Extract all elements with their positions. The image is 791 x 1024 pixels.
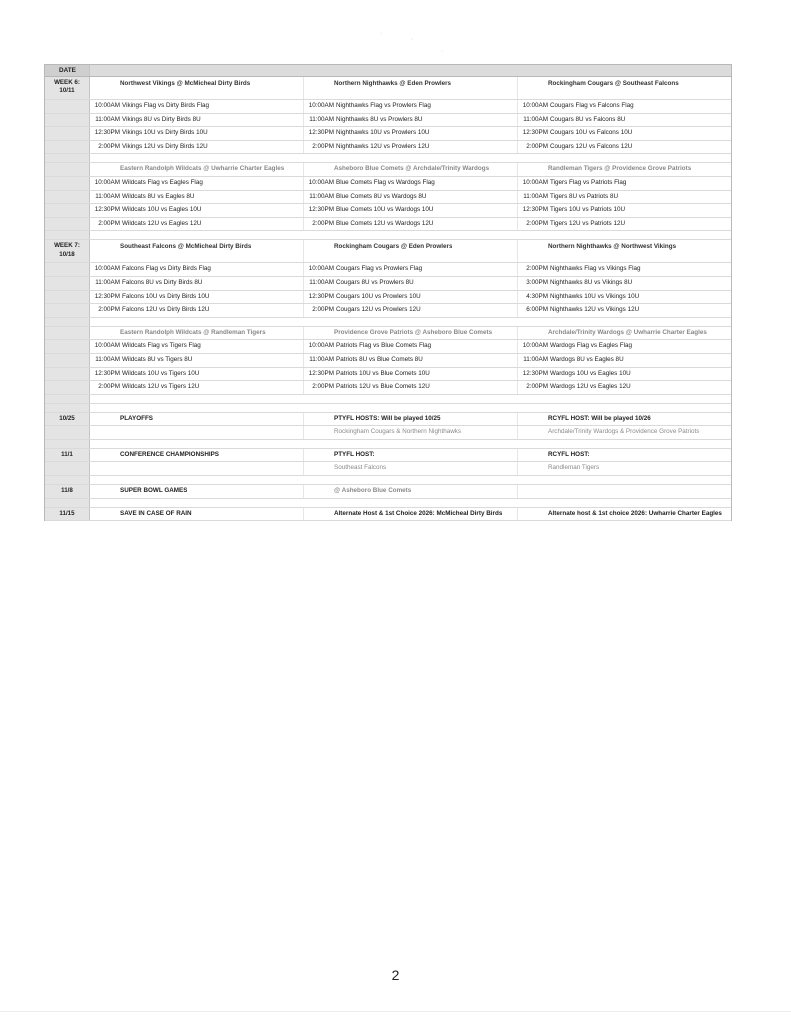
postseason-column (90, 413, 304, 426)
game-row (45, 291, 731, 305)
game-time: 10:00AM (308, 265, 334, 273)
game-row (45, 304, 731, 318)
postseason-column (90, 485, 304, 498)
game-time: 10:00AM (522, 102, 548, 109)
game-row (45, 141, 731, 155)
postseason-text: CONFERENCE CHAMPIONSHIPS (120, 450, 220, 458)
game-row (45, 114, 731, 128)
week-date: 10/11 (59, 87, 75, 95)
page-edge (0, 1011, 791, 1012)
postseason-column (518, 426, 731, 439)
date-cell (45, 204, 90, 217)
game-matchup: Nighthawks Flag vs Prowlers Flag (336, 102, 431, 109)
postseason-text (518, 485, 548, 498)
game-time: 11:00AM (309, 115, 334, 123)
postseason-column (518, 413, 731, 426)
game-matchup: Blue Comets 10U vs Wardogs 10U (336, 206, 434, 214)
postseason-text: SAVE IN CASE OF RAIN (120, 509, 192, 517)
week-header-row (45, 77, 731, 100)
game-column (518, 191, 731, 204)
date-cell (45, 318, 90, 326)
game-time: 11:00AM (95, 278, 120, 286)
postseason-text: Randleman Tigers (548, 464, 600, 472)
matchup-header: Southeast Falcons @ McMicheal Dirty Birds (120, 243, 252, 251)
game-matchup: Falcons 12U vs Dirty Birds 12U (122, 306, 210, 314)
postseason-column (518, 508, 731, 521)
postseason-column (90, 426, 304, 439)
spacer-row (45, 476, 731, 485)
date-cell (45, 141, 90, 154)
week-name: WEEK 7: (54, 242, 80, 250)
game-row (45, 100, 731, 114)
postseason-row (45, 462, 731, 476)
spacer-row (45, 231, 731, 240)
date-cell (45, 404, 90, 412)
game-column (304, 127, 518, 140)
game-column (518, 218, 731, 231)
game-column (518, 354, 731, 367)
game-time: 2:00PM (312, 383, 334, 391)
date-cell (45, 127, 90, 140)
game-matchup: Patriots Flag vs Blue Comets Flag (336, 342, 432, 350)
game-matchup: Cougars 12U vs Falcons 12U (550, 142, 633, 150)
matchup-column (304, 327, 518, 340)
matchup-column (518, 240, 731, 262)
game-column (90, 263, 304, 276)
postseason-text: PTYFL HOST: (334, 450, 375, 458)
postseason-date (45, 426, 90, 439)
game-column (304, 340, 518, 353)
matchup-header: Rockingham Cougars @ Eden Prowlers (334, 243, 453, 251)
game-matchup: Tigers 10U vs Patriots 10U (550, 206, 626, 214)
postseason-text: RCYFL HOST: Will be played 10/26 (548, 414, 651, 422)
date-cell (45, 263, 90, 276)
date-cell (45, 304, 90, 317)
game-matchup: Wildcats 8U vs Eagles 8U (122, 192, 195, 200)
postseason-row (45, 485, 731, 499)
game-column (90, 304, 304, 317)
date-cell (45, 191, 90, 204)
date-cell (45, 395, 90, 403)
matchup-column (90, 77, 304, 99)
matchup-column (304, 240, 518, 262)
game-row (45, 191, 731, 205)
postseason-text: @ Asheboro Blue Comets (334, 487, 412, 495)
matchup-header: Eastern Randolph Wildcats @ Uwharrie Charter Eagles (120, 165, 285, 173)
postseason-text: PTYFL HOSTS: Will be played 10/25 (334, 414, 441, 422)
game-column (304, 218, 518, 231)
page-number: 2 (391, 967, 400, 983)
game-matchup: Wardogs Flag vs Eagles Flag (550, 342, 633, 350)
game-column (518, 304, 731, 317)
game-column (90, 141, 304, 154)
scan-artifact: · (411, 36, 414, 43)
game-row (45, 277, 731, 291)
game-time: 12:30PM (308, 292, 334, 300)
week-label (45, 163, 90, 176)
game-column (518, 368, 731, 381)
game-time: 12:30PM (308, 129, 334, 137)
postseason-column (304, 449, 518, 462)
game-time: 2:00PM (526, 265, 548, 273)
postseason-column (518, 462, 731, 475)
date-cell (45, 231, 90, 239)
game-time: 12:30PM (522, 369, 548, 377)
game-column (90, 127, 304, 140)
game-column (304, 354, 518, 367)
postseason-row (45, 426, 731, 440)
postseason-text (90, 426, 120, 439)
game-matchup: Nighthawks 12U vs Vikings 12U (550, 306, 640, 314)
game-column (518, 277, 731, 290)
matchup-column (304, 163, 518, 176)
game-matchup: Wardogs 8U vs Eagles 8U (550, 355, 624, 363)
game-column (304, 114, 518, 127)
postseason-text: RCYFL HOST: (548, 450, 590, 458)
game-row (45, 127, 731, 141)
spacer-row (45, 440, 731, 449)
game-time: 2:00PM (526, 383, 548, 391)
game-matchup: Wildcats 12U vs Eagles 12U (122, 219, 202, 227)
game-time: 10:00AM (308, 178, 334, 186)
game-matchup: Wildcats 12U vs Tigers 12U (122, 383, 200, 391)
game-matchup: Tigers 12U vs Patriots 12U (550, 219, 626, 227)
week-date: 10/18 (59, 250, 75, 258)
game-time: 10:00AM (94, 342, 120, 350)
postseason-column (304, 508, 518, 521)
postseason-text: PLAYOFFS (120, 414, 154, 422)
game-time: 10:00AM (522, 342, 548, 350)
game-time: 10:00AM (308, 102, 334, 109)
game-matchup: Blue Comets 8U vs Wardogs 8U (336, 192, 427, 200)
postseason-column (304, 485, 518, 498)
game-column (304, 291, 518, 304)
game-row (45, 368, 731, 382)
game-time: 11:00AM (523, 192, 548, 200)
game-matchup: Nighthawks 12U vs Prowlers 12U (336, 142, 430, 150)
game-matchup: Cougars Flag vs Falcons Flag (550, 102, 634, 109)
game-column (90, 277, 304, 290)
game-matchup: Cougars 8U vs Prowlers 8U (336, 278, 414, 286)
postseason-column (518, 449, 731, 462)
game-matchup: Nighthawks 10U vs Vikings 10U (550, 292, 640, 300)
game-matchup: Cougars Flag vs Prowlers Flag (336, 265, 423, 273)
date-cell (45, 114, 90, 127)
week-name: WEEK 6: (54, 79, 80, 86)
game-time: 11:00AM (95, 192, 120, 200)
postseason-row (45, 413, 731, 427)
date-cell (45, 354, 90, 367)
game-matchup: Blue Comets 12U vs Wardogs 12U (336, 219, 434, 227)
game-column (518, 100, 731, 113)
game-column (304, 381, 518, 394)
game-column (90, 191, 304, 204)
matchup-header: Randleman Tigers @ Providence Grove Patriots (548, 165, 692, 173)
matchup-header: Asheboro Blue Comets @ Archdale/Trinity Wardogs (334, 165, 490, 173)
game-matchup: Wardogs 10U vs Eagles 10U (550, 369, 631, 377)
matchup-header: Archdale/Trinity Wardogs @ Uwharrie Charter Eagles (548, 328, 707, 336)
game-row (45, 263, 731, 277)
game-time: 12:30PM (94, 129, 120, 137)
postseason-column (90, 508, 304, 521)
matchup-header-row (45, 327, 731, 341)
game-matchup: Wildcats 10U vs Eagles 10U (122, 206, 202, 214)
spacer-row (45, 318, 731, 327)
game-column (518, 114, 731, 127)
game-time: 2:00PM (98, 306, 120, 314)
postseason-column (304, 413, 518, 426)
matchup-header: Rockingham Cougars @ Southeast Falcons (548, 80, 679, 87)
postseason-date: 11/8 (45, 485, 90, 498)
game-matchup: Wildcats 10U vs Tigers 10U (122, 369, 200, 377)
game-column (304, 204, 518, 217)
game-time: 12:30PM (522, 206, 548, 214)
game-matchup: Falcons 10U vs Dirty Birds 10U (122, 292, 210, 300)
game-row (45, 177, 731, 191)
game-time: 2:00PM (312, 306, 334, 314)
postseason-date: 11/15 (45, 508, 90, 521)
game-time: 11:00AM (309, 278, 334, 286)
game-matchup: Vikings 12U vs Dirty Birds 12U (122, 142, 208, 150)
game-column (304, 177, 518, 190)
game-time: 2:00PM (98, 383, 120, 391)
matchup-column (90, 240, 304, 262)
postseason-row (45, 449, 731, 463)
postseason-date: 10/25 (45, 413, 90, 426)
game-matchup: Cougars 12U vs Prowlers 12U (336, 306, 421, 314)
postseason-text: Rockingham Cougars & Northern Nighthawks (334, 428, 462, 436)
matchup-column (90, 327, 304, 340)
game-column (304, 141, 518, 154)
date-cell (45, 440, 90, 448)
game-time: 2:00PM (98, 142, 120, 150)
game-row (45, 381, 731, 395)
game-time: 10:00AM (94, 102, 120, 109)
game-matchup: Tigers 8U vs Patriots 8U (550, 192, 619, 200)
game-time: 12:30PM (522, 129, 548, 137)
game-column (518, 204, 731, 217)
game-matchup: Wardogs 12U vs Eagles 12U (550, 383, 631, 391)
date-cell (45, 368, 90, 381)
game-matchup: Tigers Flag vs Patriots Flag (550, 178, 627, 186)
postseason-text: Southeast Falcons (334, 464, 387, 472)
game-column (90, 177, 304, 190)
game-time: 4:30PM (526, 292, 548, 300)
scan-artifact: · (441, 48, 444, 55)
game-time: 2:00PM (312, 219, 334, 227)
game-time: 11:00AM (523, 115, 548, 123)
postseason-column (90, 462, 304, 475)
game-column (90, 204, 304, 217)
matchup-column (518, 77, 731, 99)
game-row (45, 204, 731, 218)
postseason-date: 11/1 (45, 449, 90, 462)
game-matchup: Nighthawks Flag vs Vikings Flag (550, 265, 641, 273)
game-time: 2:00PM (98, 219, 120, 227)
game-column (518, 127, 731, 140)
game-column (304, 277, 518, 290)
game-matchup: Cougars 8U vs Falcons 8U (550, 115, 626, 123)
game-time: 12:30PM (94, 369, 120, 377)
game-column (518, 263, 731, 276)
game-column (90, 368, 304, 381)
game-row (45, 340, 731, 354)
spacer-row (45, 404, 731, 413)
game-matchup: Vikings 10U vs Dirty Birds 10U (122, 129, 208, 137)
matchup-header-row (45, 163, 731, 177)
game-matchup: Vikings 8U vs Dirty Birds 8U (122, 115, 201, 123)
postseason-column (90, 449, 304, 462)
date-cell (45, 100, 90, 113)
game-time: 2:00PM (312, 142, 334, 150)
game-matchup: Wildcats 8U vs Tigers 8U (122, 355, 193, 363)
date-cell (45, 218, 90, 231)
date-cell (45, 177, 90, 190)
game-matchup: Falcons Flag vs Dirty Birds Flag (122, 265, 211, 273)
postseason-date (45, 462, 90, 475)
game-time: 10:00AM (522, 178, 548, 186)
game-matchup: Nighthawks 8U vs Prowlers 8U (336, 115, 423, 123)
postseason-text: SUPER BOWL GAMES (120, 487, 188, 495)
game-matchup: Falcons 8U vs Dirty Birds 8U (122, 278, 203, 286)
matchup-header: Providence Grove Patriots @ Asheboro Blue Comets (334, 328, 493, 336)
game-row (45, 218, 731, 232)
week-label (45, 240, 90, 262)
game-time: 11:00AM (523, 355, 548, 363)
date-cell (45, 154, 90, 162)
game-column (304, 304, 518, 317)
game-time: 10:00AM (308, 342, 334, 350)
game-matchup: Cougars 10U vs Prowlers 10U (336, 292, 421, 300)
game-column (518, 177, 731, 190)
matchup-column (304, 77, 518, 99)
week-label (45, 77, 90, 99)
game-time: 10:00AM (94, 178, 120, 186)
game-column (90, 381, 304, 394)
table-header-row (45, 65, 731, 77)
week-label (45, 327, 90, 340)
game-time: 10:00AM (94, 265, 120, 273)
matchup-header: Eastern Randolph Wildcats @ Randleman Tigers (120, 328, 266, 336)
game-matchup: Patriots 12U vs Blue Comets 12U (336, 383, 430, 391)
schedule-table (44, 64, 732, 521)
game-matchup: Patriots 10U vs Blue Comets 10U (336, 369, 430, 377)
game-time: 11:00AM (309, 192, 334, 200)
game-column (518, 381, 731, 394)
game-matchup: Wildcats Flag vs Eagles Flag (122, 178, 203, 186)
game-time: 11:00AM (95, 355, 120, 363)
spacer-row (45, 499, 731, 508)
date-cell (45, 291, 90, 304)
game-column (304, 100, 518, 113)
matchup-column (518, 327, 731, 340)
date-cell (45, 476, 90, 484)
game-column (304, 191, 518, 204)
game-column (518, 141, 731, 154)
date-cell (45, 381, 90, 394)
game-column (90, 114, 304, 127)
game-time: 12:30PM (94, 292, 120, 300)
game-matchup: Nighthawks 10U vs Prowlers 10U (336, 129, 430, 137)
date-cell (45, 340, 90, 353)
matchup-header: Northwest Vikings @ McMicheal Dirty Birds (120, 80, 251, 87)
game-time: 2:00PM (526, 142, 548, 150)
game-matchup: Cougars 10U vs Falcons 10U (550, 129, 633, 137)
game-column (90, 291, 304, 304)
matchup-header: Northern Nighthawks @ Eden Prowlers (334, 80, 452, 87)
game-column (90, 100, 304, 113)
game-time: 11:00AM (309, 355, 334, 363)
game-column (304, 263, 518, 276)
game-time: 12:30PM (308, 206, 334, 214)
postseason-column (304, 426, 518, 439)
game-time: 12:30PM (308, 369, 334, 377)
matchup-column (518, 163, 731, 176)
date-column-header: DATE (45, 65, 90, 76)
postseason-text: Alternate Host & 1st Choice 2026: McMicheal Dirty Birds (334, 509, 503, 517)
game-column (90, 218, 304, 231)
game-time: 11:00AM (95, 115, 120, 123)
date-cell (45, 277, 90, 290)
game-time: 12:30PM (94, 206, 120, 214)
game-column (304, 368, 518, 381)
game-column (518, 340, 731, 353)
game-matchup: Vikings Flag vs Dirty Birds Flag (122, 102, 210, 109)
game-matchup: Blue Comets Flag vs Wardogs Flag (336, 178, 435, 186)
scan-artifact: · (380, 30, 383, 37)
game-time: 3:00PM (526, 278, 548, 286)
postseason-row (45, 508, 731, 522)
postseason-text (90, 462, 120, 475)
matchup-header: Northern Nighthawks @ Northwest Vikings (548, 243, 677, 251)
game-matchup: Wildcats Flag vs Tigers Flag (122, 342, 201, 350)
matchup-column (90, 163, 304, 176)
postseason-column (518, 485, 731, 498)
spacer-row (45, 154, 731, 163)
game-column (518, 291, 731, 304)
postseason-text: Alternate host & 1st choice 2026: Uwharrie Charter Eagles (548, 509, 722, 517)
game-matchup: Patriots 8U vs Blue Comets 8U (336, 355, 423, 363)
game-column (90, 340, 304, 353)
game-time: 6:00PM (526, 306, 548, 314)
postseason-column (304, 462, 518, 475)
week-header-row (45, 240, 731, 263)
game-matchup: Nighthawks 8U vs Vikings 8U (550, 278, 633, 286)
game-row (45, 354, 731, 368)
spacer-row (45, 395, 731, 404)
game-time: 2:00PM (526, 219, 548, 227)
date-cell (45, 499, 90, 507)
game-column (90, 354, 304, 367)
postseason-text: Archdale/Trinity Wardogs & Providence Grove Patriots (548, 428, 700, 436)
